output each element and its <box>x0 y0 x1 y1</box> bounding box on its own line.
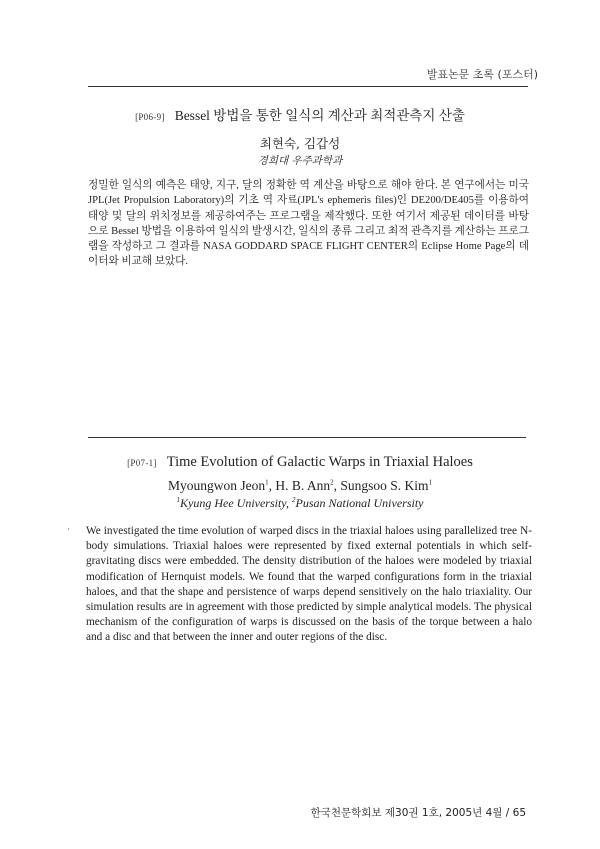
author-1: Myoungwon Jeon <box>167 478 266 493</box>
poster2-code: [P07-1] <box>127 458 157 468</box>
author-3-sup: 1 <box>428 478 433 487</box>
affiliation-1: Kyung Hee University, <box>180 496 292 510</box>
author-2-sup: 2 <box>330 478 334 487</box>
poster2-authors <box>0 478 600 494</box>
section-label: 발표논문 초록 (포스터) <box>426 68 538 81</box>
author-2: , H. B. Ann <box>268 478 331 493</box>
poster1-authors: 최현숙, 김갑성 <box>259 136 341 151</box>
poster1-abstract: 정밀한 일식의 예측은 태양, 지구, 달의 정확한 역 계산을 바탕으로 해야 한다. 본 연구에서는 미국 JPL(Jet Propulsion Laboratory)의 기초 역 자료(JPL's ephemeris files)인 DE200/DE405를 이용하여 태양 및 달의 위치정보를 제공하여주는 프로그램을 제작했다. 또한 여기서 제공된 데이터를 바탕으로 Bessel 방법을 이용하여 일식의 발생시간, 일식의 종류 그리고 최적 관측지를 계산하는 프로그램을 작성하고 그 결과를 NASA GODDARD SPACE FLIGHT CENTER의 Eclipse Home Page의 데이터와 비교해 보았다. <box>88 180 529 268</box>
affiliation-2: Pusan National University <box>295 496 424 510</box>
poster2-title-row <box>0 453 600 471</box>
header-rule <box>88 86 528 87</box>
author-3: , Sungsoo S. Kim <box>333 478 429 493</box>
poster1-code: [P06-9] <box>135 112 165 122</box>
poster2-title: Time Evolution of Galactic Warps in Triaxial Haloes <box>166 454 473 470</box>
poster1-affiliation: 경희대 우주과학과 <box>257 155 343 167</box>
margin-dot: · <box>67 524 70 534</box>
poster1-title-row <box>0 104 600 125</box>
poster1-title: Bessel 방법을 통한 일식의 계산과 최적관측지 산출 <box>174 108 465 123</box>
poster2-affiliations <box>0 496 600 511</box>
author-1-sup: 1 <box>265 478 269 487</box>
page-footer: 한국천문학회보 제30권 1호, 2005년 4월 / 65 <box>310 807 526 819</box>
affiliation-1-sup: 1 <box>176 496 180 504</box>
section-divider <box>88 437 526 438</box>
poster2-abstract: We investigated the time evolution of warped discs in the triaxial haloes using parallelized tree N-body simulations. Triaxial haloes were represented by fixed external potentials in which self-gravitating discs were embedded. The density distribution of the haloes were modeled by triaxial modification of Hernquist models. We found that the warped configurations form in the triaxial haloes, and that the shape and persistence of warps depend sensitively on the halo triaxiality. Our simulation results are in agreement with those predicted by simple analytical models. The physical mechanism of the configuration of warps is discussed on the basis of the torque between a halo and a disc and that between the inner and outer regions of the disc. <box>86 525 532 644</box>
affiliation-2-sup: 2 <box>291 496 296 504</box>
